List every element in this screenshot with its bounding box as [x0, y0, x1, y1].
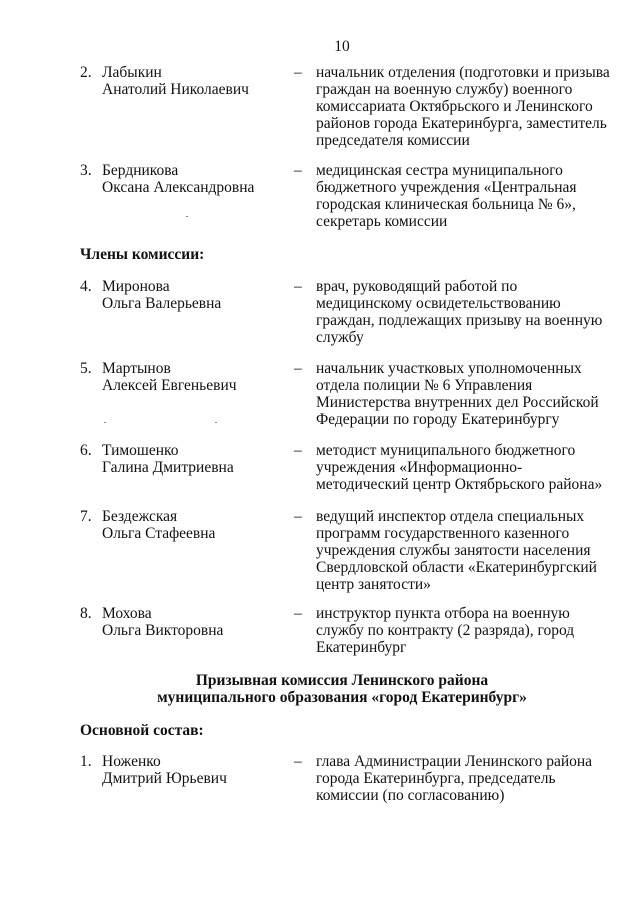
position-description: начальник отделения (подготовки и призыва граждан на военную службу) военного комиссариата Октябрьского и Ленинского районов города Екатеринбурга, заместитель председателя комиссии [316, 64, 610, 149]
dash-separator: – [294, 442, 302, 459]
person-surname: Миронова [102, 278, 170, 295]
person-surname: Бердникова [102, 162, 179, 179]
person-given-names: Оксана Александровна [102, 179, 255, 196]
person-name [102, 442, 287, 476]
dash-separator: – [294, 753, 302, 770]
person-given-names: Ольга Валерьевна [102, 295, 222, 312]
position-description: начальник участковых уполномоченных отдела полиции № 6 Управления Министерства внутренних дел Российской Федерации по городу Екатеринбургу [316, 360, 599, 428]
person-given-names: Дмитрий Юрьевич [102, 770, 227, 787]
position-description: ведущий инспектор отдела специальных программ государственного казенного учреждения службы занятости населения Свердловской области «Екатеринбургский центр занятости» [316, 508, 597, 593]
dash-separator: – [294, 278, 302, 295]
page-number: 10 [334, 38, 350, 55]
person-surname: Мартынов [102, 360, 171, 377]
person-name [102, 605, 287, 639]
entry-number: 6. [80, 442, 92, 459]
entry-number: 3. [80, 162, 92, 179]
scan-speck [215, 422, 217, 423]
entry-number: 1. [80, 753, 92, 770]
person-given-names: Ольга Стафеевна [102, 525, 216, 542]
person-surname: Мохова [102, 605, 152, 622]
section-title-line-2: муниципального образования «город Екатеринбург» [157, 689, 527, 706]
entry-number: 5. [80, 360, 92, 377]
person-given-names: Ольга Викторовна [102, 622, 224, 639]
person-given-names: Анатолий Николаевич [102, 81, 249, 98]
entry-number: 4. [80, 278, 92, 295]
position-description: врач, руководящий работой по медицинскому освидетельствованию граждан, подлежащих призыву на военную службу [316, 278, 603, 346]
person-name [102, 64, 287, 98]
person-given-names: Алексей Евгеньевич [102, 377, 237, 394]
entry-number: 8. [80, 605, 92, 622]
main-composition-heading: Основной состав: [80, 722, 204, 739]
dash-separator: – [294, 508, 302, 525]
scan-speck [104, 422, 106, 423]
person-surname: Тимошенко [102, 442, 179, 459]
person-name [102, 360, 287, 394]
section-title-line-1: Призывная комиссия Ленинского района [195, 672, 489, 689]
dash-separator: – [294, 605, 302, 622]
person-name [102, 162, 287, 196]
position-description: инструктор пункта отбора на военную службу по контракту (2 разряда), город Екатеринбург [316, 605, 575, 656]
dash-separator: – [294, 64, 302, 81]
entry-number: 2. [80, 64, 92, 81]
person-name [102, 753, 287, 787]
person-surname: Бездежская [102, 508, 178, 525]
dash-separator: – [294, 360, 302, 377]
position-description: глава Администрации Ленинского района города Екатеринбурга, председатель комиссии (по согласованию) [316, 753, 593, 804]
entry-number: 7. [80, 508, 92, 525]
position-description: методист муниципального бюджетного учреждения «Информационно-методический центр Октябрьского района» [316, 442, 603, 493]
person-name [102, 278, 287, 312]
person-name [102, 508, 287, 542]
position-description: медицинская сестра муниципального бюджетного учреждения «Центральная городская клиническая больница № 6», секретарь комиссии [316, 162, 577, 230]
dash-separator: – [294, 162, 302, 179]
members-heading: Члены комиссии: [80, 246, 205, 263]
person-given-names: Галина Дмитриевна [102, 459, 234, 476]
person-surname: Лабыкин [102, 64, 162, 81]
person-surname: Ноженко [102, 753, 161, 770]
scan-speck [186, 216, 188, 217]
